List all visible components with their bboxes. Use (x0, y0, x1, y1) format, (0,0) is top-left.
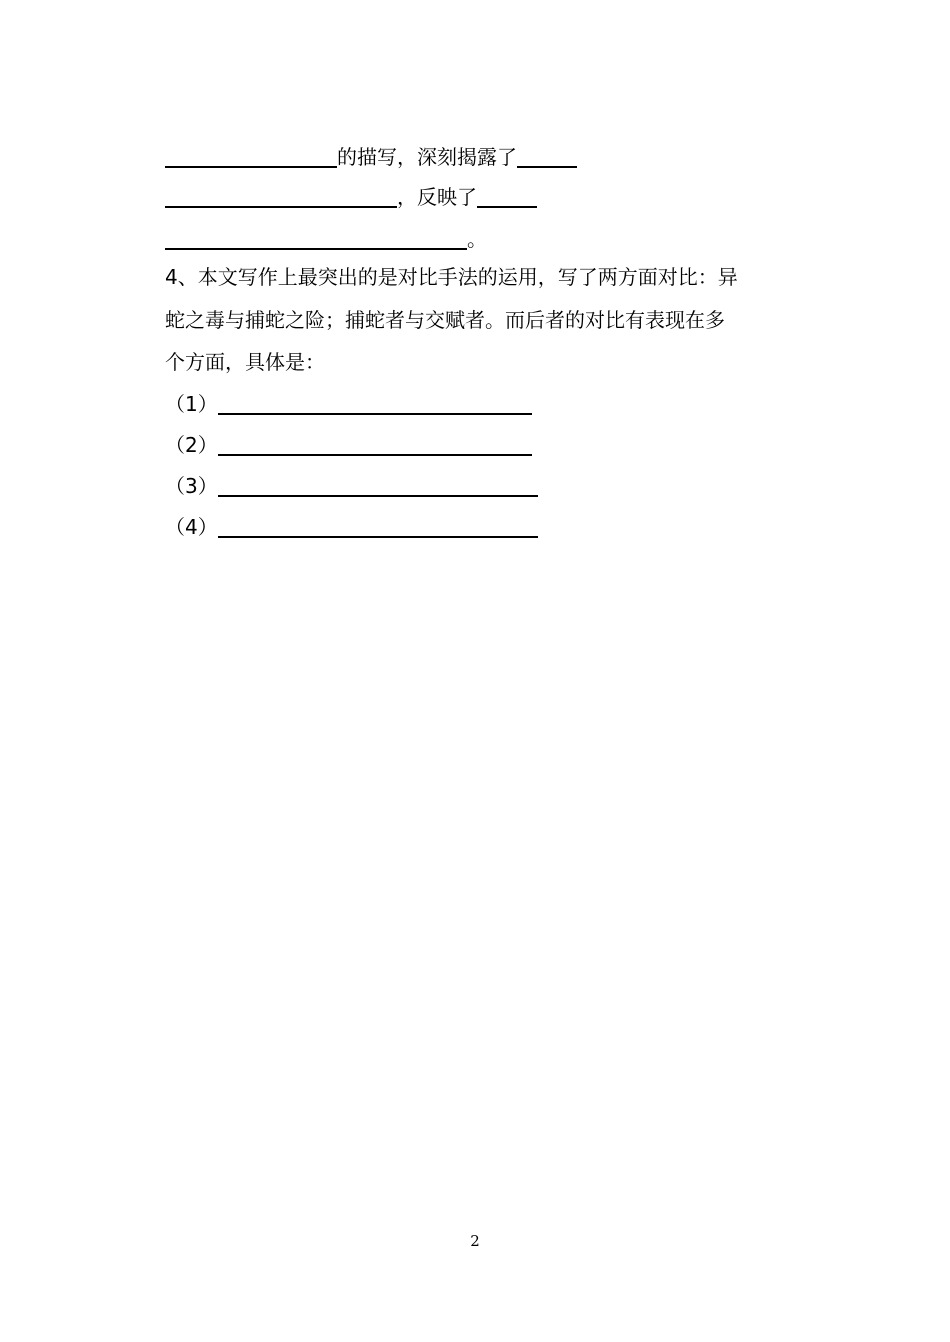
fill-line-1 (165, 144, 577, 170)
question-4-line-2: 蛇之毒与捕蛇之险；捕蛇者与交赋者。而后者的对比有表现在多 (165, 308, 725, 332)
answer-blank[interactable] (218, 473, 538, 497)
answer-label: （2） (165, 433, 218, 457)
answer-blank[interactable] (477, 184, 537, 208)
page-number: 2 (470, 1232, 480, 1250)
answer-blank[interactable] (218, 514, 538, 538)
fill-line-2-text: ，反映了 (397, 185, 477, 209)
question-4-line-3: 个方面，具体是： (165, 350, 325, 374)
question-4-line-1: 4、本文写作上最突出的是对比手法的运用，写了两方面对比：异 (165, 265, 738, 289)
answer-blank[interactable] (517, 144, 577, 168)
answer-blank[interactable] (165, 226, 467, 250)
answer-blank[interactable] (165, 184, 397, 208)
answer-item-3 (165, 473, 538, 499)
answer-blank[interactable] (218, 391, 532, 415)
answer-label: （3） (165, 474, 218, 498)
answer-item-1 (165, 391, 532, 417)
answer-item-2 (165, 432, 532, 458)
fill-line-3 (165, 226, 487, 252)
answer-label: （1） (165, 392, 218, 416)
fill-line-2 (165, 184, 537, 210)
answer-label: （4） (165, 515, 218, 539)
answer-blank[interactable] (165, 144, 337, 168)
answer-item-4 (165, 514, 538, 540)
fill-line-3-text: 。 (467, 227, 487, 251)
fill-line-1-text: 的描写，深刻揭露了 (337, 145, 517, 169)
answer-blank[interactable] (218, 432, 532, 456)
